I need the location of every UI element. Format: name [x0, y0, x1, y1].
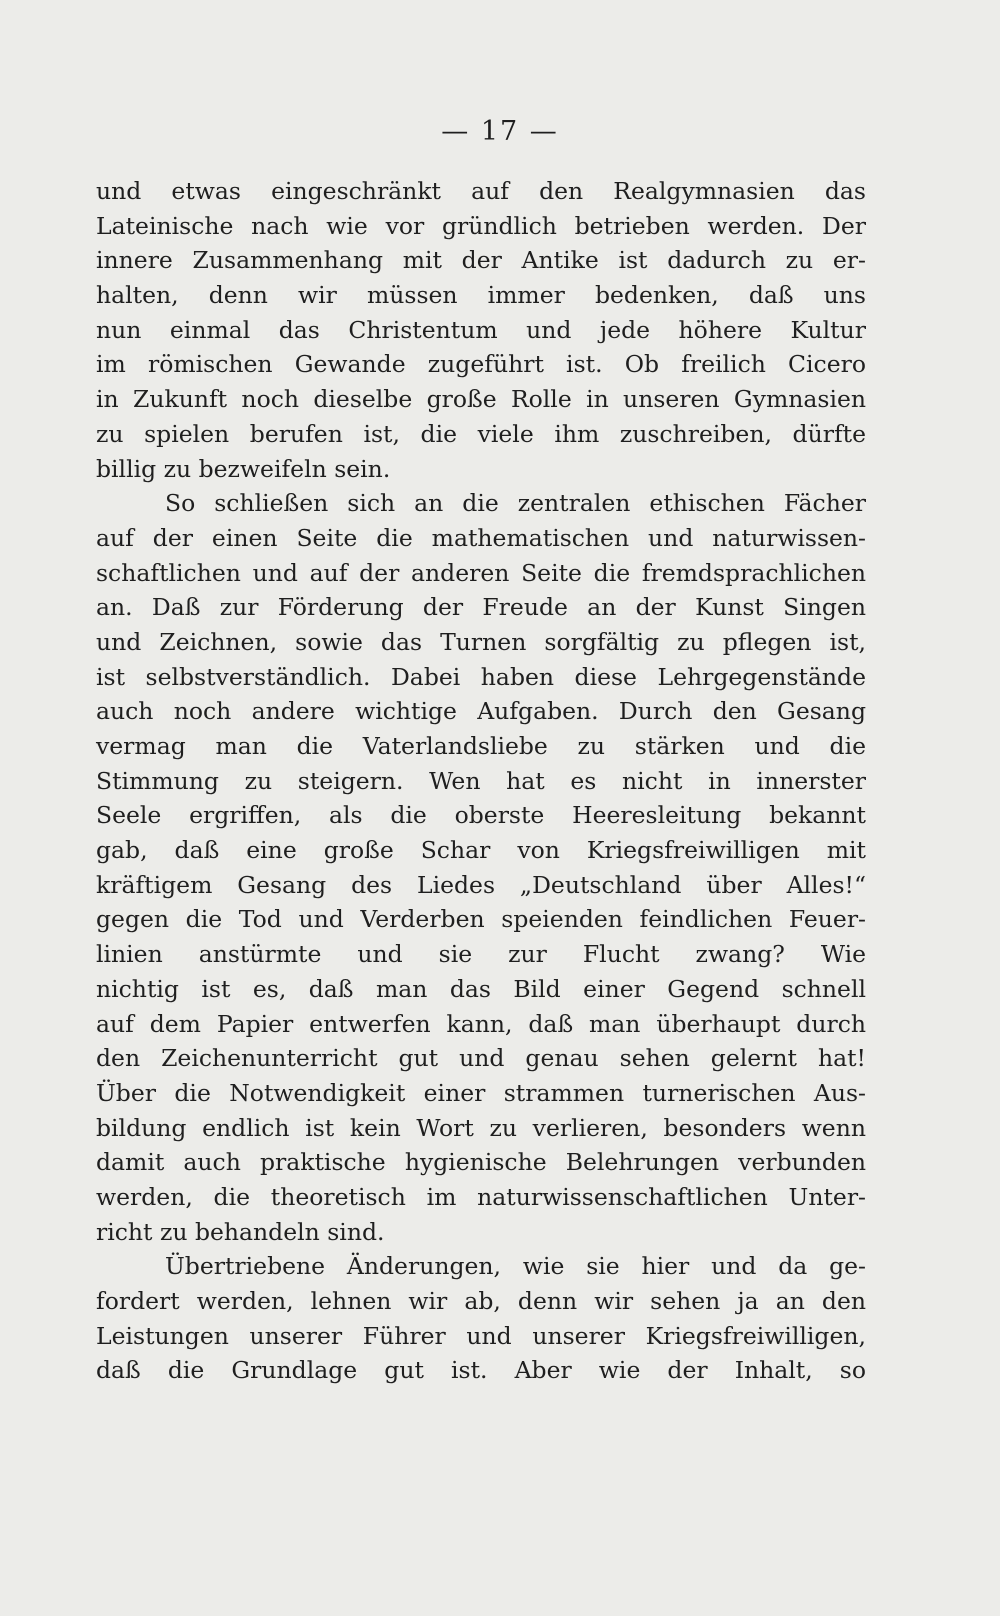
text-line: Seele ergriffen, als die oberste Heeresleitung bekannt: [96, 801, 866, 830]
page-number: — 17 —: [441, 116, 559, 147]
text-line: richt zu behandeln sind.: [96, 1217, 385, 1246]
text-line: innere Zusammenhang mit der Antike ist dadurch zu er-: [96, 246, 866, 275]
text-line: und etwas eingeschränkt auf den Realgymnasien das: [96, 177, 866, 205]
text-line: auch noch andere wichtige Aufgaben. Durch den Gesang: [96, 697, 866, 726]
text-line: Übertriebene Änderungen, wie sie hier und da ge-: [165, 1252, 866, 1281]
text-line: im römischen Gewande zugeführt ist. Ob freilich Cicero: [96, 350, 866, 379]
text-line: den Zeichenunterricht gut und genau sehen gelernt hat!: [96, 1044, 866, 1073]
text-line: billig zu bezweifeln sein.: [96, 454, 391, 483]
text-line: zu spielen berufen ist, die viele ihm zuschreiben, dürfte: [96, 419, 866, 448]
text-line: auf dem Papier entwerfen kann, daß man überhaupt durch: [96, 1009, 866, 1038]
text-line: an. Daß zur Förderung der Freude an der Kunst Singen: [96, 593, 866, 622]
text-line: Über die Notwendigkeit einer strammen turnerischen Aus-: [96, 1078, 866, 1107]
text-line: nichtig ist es, daß man das Bild einer Gegend schnell: [96, 974, 866, 1003]
text-line: gab, daß eine große Schar von Kriegsfreiwilligen mit: [96, 836, 866, 865]
body-text: [96, 174, 866, 1388]
text-line: gegen die Tod und Verderben speienden feindlichen Feuer-: [96, 905, 866, 934]
text-line: linien anstürmte und sie zur Flucht zwang? Wie: [96, 940, 866, 969]
text-line: bildung endlich ist kein Wort zu verlieren, besonders wenn: [96, 1113, 866, 1142]
text-line: schaftlichen und auf der anderen Seite die fremdsprachlichen: [96, 558, 866, 587]
text-line: nun einmal das Christentum und jede höhere Kultur: [96, 315, 866, 344]
text-line: Lateinische nach wie vor gründlich betrieben werden. Der: [96, 211, 866, 240]
text-line: Leistungen unserer Führer und unserer Kriegsfreiwilligen,: [96, 1321, 866, 1350]
text-line: und Zeichnen, sowie das Turnen sorgfältig zu pflegen ist,: [96, 627, 866, 656]
text-line: halten, denn wir müssen immer bedenken, daß uns: [96, 281, 866, 310]
text-line: werden, die theoretisch im naturwissenschaftlichen Unter-: [96, 1182, 866, 1211]
text-line: in Zukunft noch dieselbe große Rolle in unseren Gymnasien: [96, 385, 866, 414]
text-line: vermag man die Vaterlandsliebe zu stärken und die: [96, 732, 866, 760]
text-line: Stimmung zu steigern. Wen hat es nicht in innerster: [96, 766, 866, 795]
text-line: fordert werden, lehnen wir ab, denn wir sehen ja an den: [96, 1287, 866, 1315]
text-line: damit auch praktische hygienische Belehrungen verbunden: [96, 1148, 866, 1177]
text-line: kräftigem Gesang des Liedes „Deutschland über Alles!“: [96, 870, 866, 899]
text-line: daß die Grundlage gut ist. Aber wie der Inhalt, so: [96, 1356, 866, 1385]
text-line: auf der einen Seite die mathematischen und naturwissen-: [96, 523, 866, 552]
text-line: ist selbstverständlich. Dabei haben diese Lehrgegenstände: [96, 662, 866, 691]
text-line: So schließen sich an die zentralen ethischen Fächer: [165, 489, 866, 518]
